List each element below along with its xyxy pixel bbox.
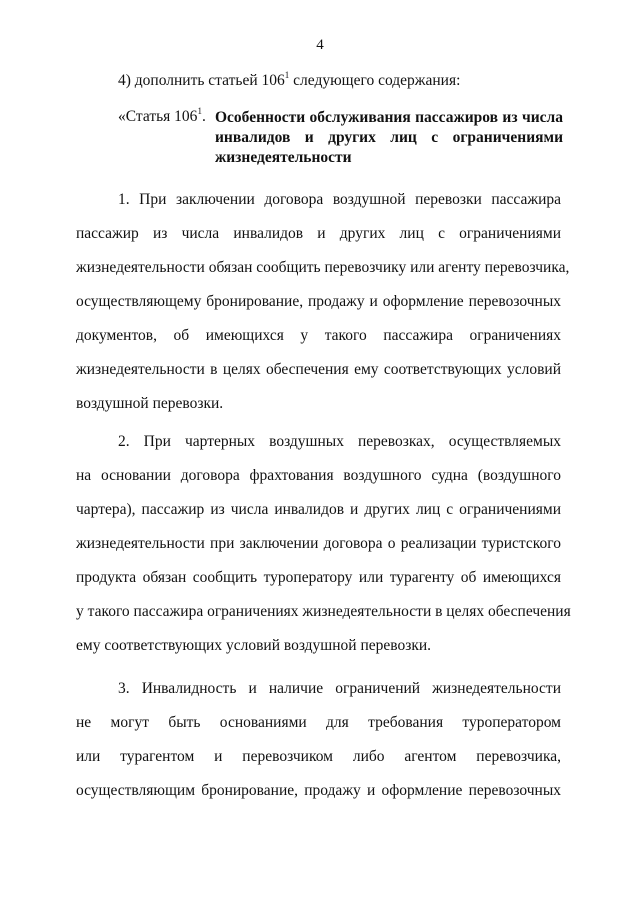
- article-title: [215, 108, 563, 168]
- paragraph-line: чартера), пассажир из числа инвалидов и других лиц с ограничениями: [76, 501, 561, 518]
- paragraph-line: осуществляющему бронирование, продажу и оформление перевозочных: [76, 293, 561, 310]
- paragraph-line: не могут быть основаниями для требования туроператором: [76, 714, 561, 731]
- paragraph-line: или турагентом и перевозчиком либо агентом перевозчика,: [76, 748, 561, 765]
- amendment-intro-text: 4) дополнить статьей 106: [118, 72, 285, 89]
- amendment-intro-superscript: 1: [284, 70, 290, 80]
- paragraph-2: [76, 425, 571, 663]
- paragraph-line: пассажир из числа инвалидов и других лиц с ограничениями: [76, 225, 561, 242]
- paragraph-line: 2. При чартерных воздушных перевозках, осуществляемых: [118, 433, 561, 450]
- page-number: 4: [316, 37, 324, 53]
- paragraph-line: 3. Инвалидность и наличие ограничений жизнедеятельности: [118, 680, 561, 697]
- paragraph-line: жизнедеятельности при заключении договора о реализации туристского: [76, 535, 561, 552]
- paragraph-line: ему соответствующих условий воздушной перевозки.: [76, 637, 432, 654]
- paragraph-line: документов, об имеющихся у такого пассажира ограничениях: [76, 327, 561, 344]
- paragraph-line: воздушной перевозки.: [76, 395, 224, 412]
- paragraph-3: [76, 672, 561, 808]
- article-number-superscript: 1: [197, 106, 202, 116]
- paragraph-line: продукта обязан сообщить туроператору или турагенту об имеющихся: [76, 569, 561, 586]
- article-title-line: жизнедеятельности: [215, 149, 352, 166]
- article-number-text: «Статья 106: [118, 108, 198, 125]
- paragraph-line: 1. При заключении договора воздушной перевозки пассажира: [118, 191, 561, 208]
- paragraph-line: у такого пассажира ограничениях жизнедеятельности в целях обеспечения: [76, 603, 571, 620]
- article-title-line: Особенности обслуживания пассажиров из числа: [215, 109, 563, 126]
- paragraph-line: на основании договора фрахтования воздушного судна (воздушного: [76, 467, 561, 484]
- paragraph-1: [76, 183, 570, 421]
- article-title-line: инвалидов и других лиц с ограничениями: [215, 129, 563, 146]
- amendment-intro-tail: следующего содержания:: [289, 72, 461, 89]
- article-number: [118, 108, 206, 126]
- article-number-tail: .: [201, 108, 206, 125]
- paragraph-line: осуществляющим бронирование, продажу и оформление перевозочных: [76, 782, 561, 799]
- paragraph-line: жизнедеятельности в целях обеспечения ему соответствующих условий: [76, 361, 561, 378]
- paragraph-line: жизнедеятельности обязан сообщить перевозчику или агенту перевозчика,: [76, 259, 570, 276]
- amendment-intro: [118, 72, 460, 90]
